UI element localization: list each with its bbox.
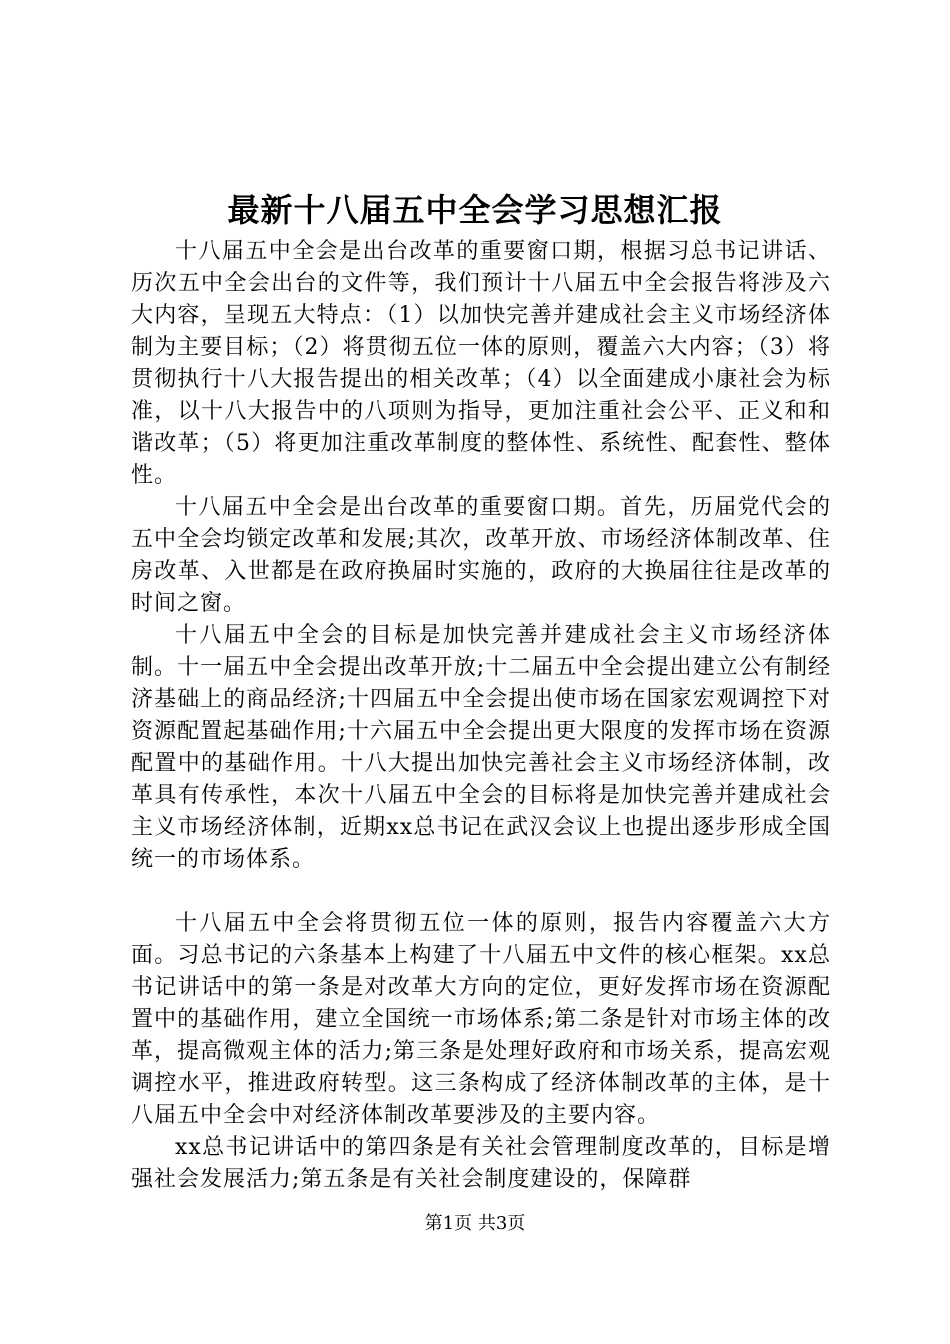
document-title: 最新十八届五中全会学习思想汇报 [227,191,723,229]
paragraph-5: xx总书记讲话中的第四条是有关社会管理制度改革的，目标是增强社会发展活力;第五条是有关社会制度建设的，保障群 [131,1135,831,1192]
paragraph-3: 十八届五中全会的目标是加快完善并建成社会主义市场经济体制。十一届五中全会提出改革开放;十二届五中全会提出建立公有制经济基础上的商品经济;十四届五中全会提出使市场在国家宏观调控下对资源配置起基础作用;十六届五中全会提出更大限度的发挥市场在资源配置中的基础作用。十八大提出加快完善社会主义市场经济体制，改革具有传承性，本次十八届五中全会的目标将是加快完善并建成社会主义市场经济体制，近期xx总书记在武汉会议上也提出逐步形成全国统一的市场体系。 [131,623,831,872]
paragraph-4: 十八届五中全会将贯彻五位一体的原则，报告内容覆盖六大方面。习总书记的六条基本上构建了十八届五中文件的核心框架。xx总书记讲话中的第一条是对改革大方向的定位，更好发挥市场在资源配置中的基础作用，建立全国统一市场体系;第二条是针对市场主体的改革，提高微观主体的活力;第三条是处理好政府和市场关系，提高宏观调控水平，推进政府转型。这三条构成了经济体制改革的主体，是十八届五中全会中对经济体制改革要涉及的主要内容。 [131,911,831,1128]
page-number-footer: 第1页 共3页 [424,1213,526,1234]
paragraph-1: 十八届五中全会是出台改革的重要窗口期，根据习总书记讲话、历次五中全会出台的文件等，我们预计十八届五中全会报告将涉及六大内容，呈现五大特点：（1）以加快完善并建成社会主义市场经济体制为主要目标；（2）将贯彻五位一体的原则，覆盖六大内容；（3）将贯彻执行十八大报告提出的相关改革；（4）以全面建成小康社会为标准，以十八大报告中的八项则为指导，更加注重社会公平、正义和和谐改革；（5）将更加注重改革制度的整体性、系统性、配套性、整体性。 [131,239,831,488]
paragraph-2: 十八届五中全会是出台改革的重要窗口期。首先，历届党代会的五中全会均锁定改革和发展;其次，改革开放、市场经济体制改革、住房改革、入世都是在政府换届时实施的，政府的大换届往往是改革的时间之窗。 [131,495,831,616]
document-body [131,236,831,1196]
